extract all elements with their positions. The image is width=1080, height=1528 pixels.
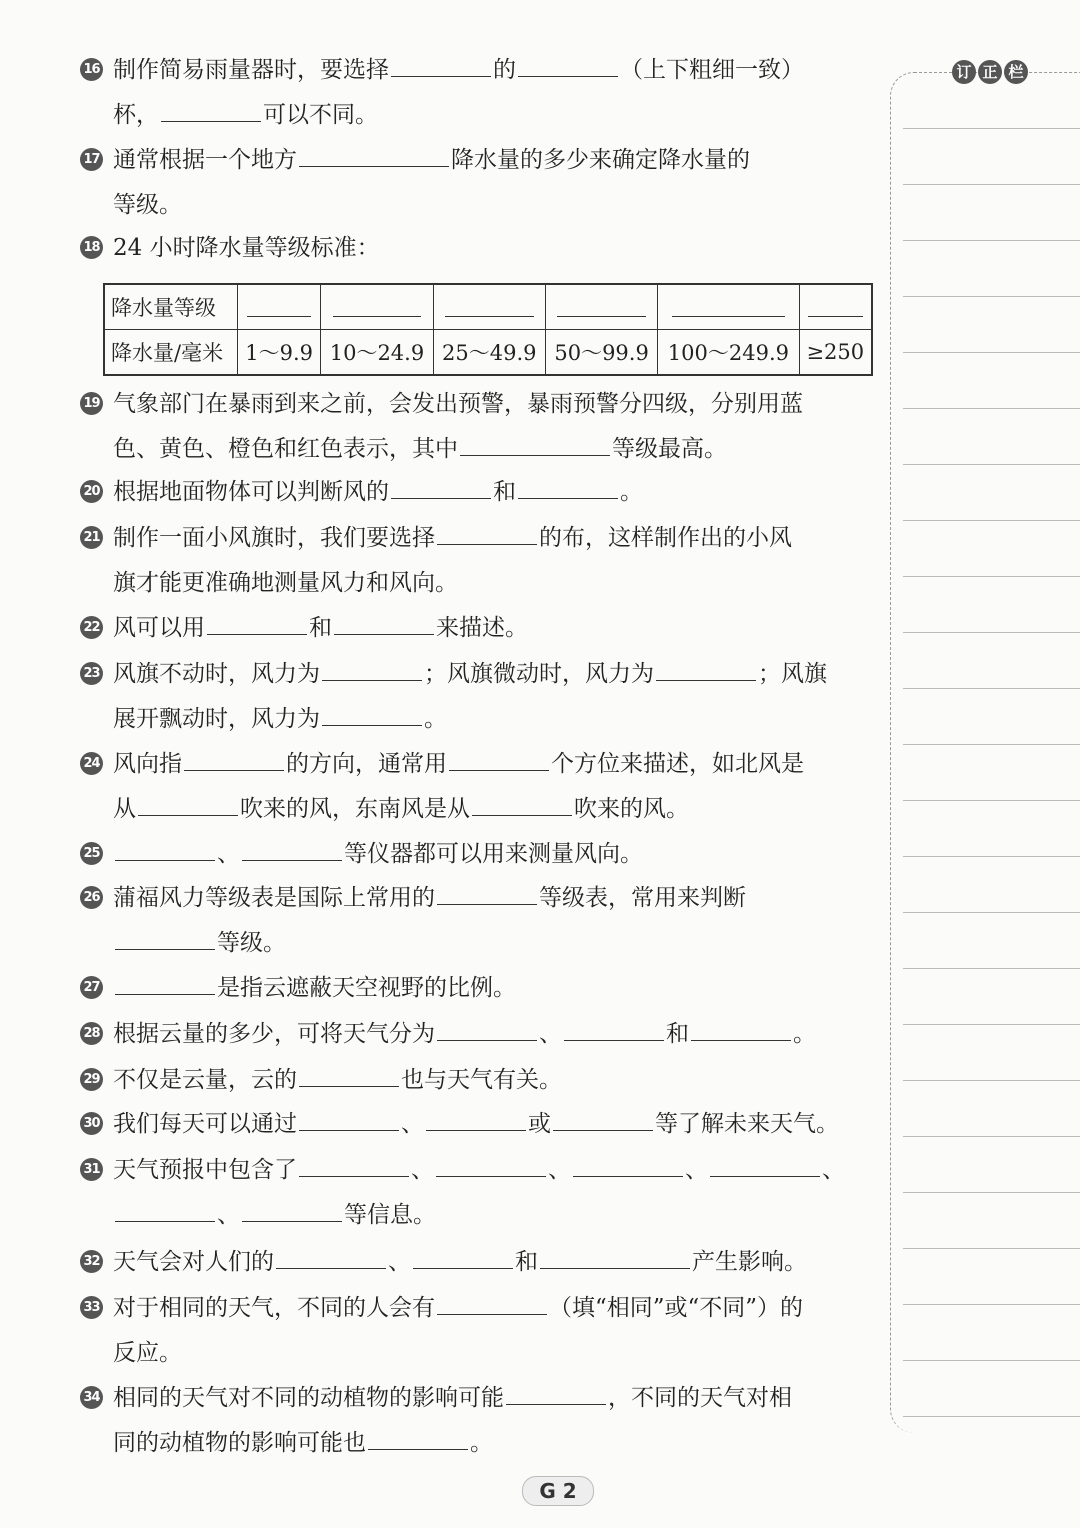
table-blank[interactable]	[445, 292, 534, 317]
answer-blank[interactable]	[115, 923, 215, 950]
question-25: 25 、 等仪器都可以用来测量风向。	[80, 832, 643, 877]
answer-blank[interactable]	[161, 95, 261, 122]
question-31: 31 天气预报中包含了 、 、 、 、 、 等信息。	[80, 1148, 845, 1238]
correction-line	[903, 856, 1080, 857]
answer-blank[interactable]	[426, 1104, 526, 1131]
correction-line	[903, 1416, 1080, 1417]
table-blank[interactable]	[808, 292, 863, 317]
answer-blank[interactable]	[138, 789, 238, 816]
answer-blank[interactable]	[115, 1195, 215, 1222]
table-header: 降水量/毫米	[104, 330, 238, 376]
correction-line	[903, 744, 1080, 745]
correction-line	[903, 800, 1080, 801]
answer-blank[interactable]	[437, 1014, 537, 1041]
answer-blank[interactable]	[184, 744, 284, 771]
table-cell: 10～24.9	[321, 330, 433, 376]
correction-column-title: 订 正 栏	[952, 60, 1030, 84]
question-23: 23 风旗不动时，风力为 ；风旗微动时，风力为 ；风旗 展开飘动时，风力为 。	[80, 652, 827, 742]
table-blank[interactable]	[557, 292, 646, 317]
correction-line	[903, 912, 1080, 913]
answer-blank[interactable]	[413, 1242, 513, 1269]
question-17: 17 通常根据一个地方 降水量的多少来确定降水量的 等级。	[80, 138, 750, 228]
question-18: 18 24 小时降水量等级标准：	[80, 226, 380, 271]
answer-blank[interactable]	[472, 789, 572, 816]
answer-blank[interactable]	[564, 1014, 664, 1041]
answer-blank[interactable]	[437, 1288, 547, 1315]
answer-blank[interactable]	[506, 1378, 606, 1405]
question-24: 24 风向指 的方向，通常用 个方位来描述，如北风是 从 吹来的风，东南风是从 吹来的风。	[80, 742, 804, 832]
answer-blank[interactable]	[299, 140, 449, 167]
correction-line	[903, 1304, 1080, 1305]
correction-line	[903, 632, 1080, 633]
answer-blank[interactable]	[299, 1060, 399, 1087]
correction-line	[903, 128, 1080, 129]
answer-blank[interactable]	[437, 518, 537, 545]
table-cell: 25～49.9	[433, 330, 545, 376]
correction-line	[903, 1360, 1080, 1361]
answer-blank[interactable]	[334, 608, 434, 635]
answer-blank[interactable]	[656, 654, 756, 681]
answer-blank[interactable]	[518, 50, 618, 77]
rainfall-level-table	[103, 283, 873, 376]
answer-blank[interactable]	[436, 1150, 546, 1177]
answer-blank[interactable]	[460, 429, 610, 456]
question-29: 29 不仅是云量，云的 也与天气有关。	[80, 1058, 562, 1103]
correction-line	[903, 296, 1080, 297]
question-33: 33 对于相同的天气，不同的人会有 （填“相同”或“不同”）的 反应。	[80, 1286, 803, 1376]
answer-blank[interactable]	[115, 834, 215, 861]
correction-line	[903, 352, 1080, 353]
answer-blank[interactable]	[242, 1195, 342, 1222]
question-32: 32 天气会对人们的 、 和 产生影响。	[80, 1240, 807, 1285]
correction-column	[890, 72, 1080, 1433]
question-19: 19 气象部门在暴雨到来之前，会发出预警，暴雨预警分四级，分别用蓝 色、黄色、橙色和红色表示，其中 等级最高。	[80, 382, 803, 472]
correction-line	[903, 1136, 1080, 1137]
question-28: 28 根据云量的多少，可将天气分为 、 和 。	[80, 1012, 816, 1057]
question-30: 30 我们每天可以通过 、 或 等了解未来天气。	[80, 1102, 839, 1147]
table-cell: 100～249.9	[658, 330, 799, 376]
answer-blank[interactable]	[540, 1242, 690, 1269]
correction-line	[903, 408, 1080, 409]
answer-blank[interactable]	[207, 608, 307, 635]
table-cell: 1～9.9	[238, 330, 321, 376]
answer-blank[interactable]	[391, 50, 491, 77]
question-27: 27 是指云遮蔽天空视野的比例。	[80, 966, 516, 1011]
correction-line	[903, 184, 1080, 185]
answer-blank[interactable]	[276, 1242, 386, 1269]
correction-line	[903, 1080, 1080, 1081]
page-number: G 2	[522, 1476, 594, 1506]
correction-line	[903, 520, 1080, 521]
answer-blank[interactable]	[449, 744, 549, 771]
answer-blank[interactable]	[322, 654, 422, 681]
correction-line	[903, 464, 1080, 465]
answer-blank[interactable]	[573, 1150, 683, 1177]
correction-line	[903, 240, 1080, 241]
correction-line	[903, 688, 1080, 689]
table-blank[interactable]	[333, 292, 422, 317]
question-22: 22 风可以用 和 来描述。	[80, 606, 528, 651]
answer-blank[interactable]	[691, 1014, 791, 1041]
table-blank[interactable]	[247, 292, 311, 317]
answer-blank[interactable]	[115, 968, 215, 995]
table-cell: 50～99.9	[545, 330, 657, 376]
answer-blank[interactable]	[437, 878, 537, 905]
table-cell: ≥250	[799, 330, 872, 376]
answer-blank[interactable]	[391, 472, 491, 499]
question-26: 26 蒲福风力等级表是国际上常用的 等级表，常用来判断 等级。	[80, 876, 746, 966]
answer-blank[interactable]	[299, 1104, 399, 1131]
question-34: 34 相同的天气对不同的动植物的影响可能 ，不同的天气对相 同的动植物的影响可能也 。	[80, 1376, 792, 1466]
question-16: 16 制作简易雨量器时，要选择 的 （上下粗细一致） 杯， 可以不同。	[80, 48, 804, 138]
correction-line	[903, 1248, 1080, 1249]
question-21: 21 制作一面小风旗时，我们要选择 的布，这样制作出的小风 旗才能更准确地测量风力和风向。	[80, 516, 792, 606]
answer-blank[interactable]	[242, 834, 342, 861]
correction-line	[903, 576, 1080, 577]
answer-blank[interactable]	[518, 472, 618, 499]
correction-line	[903, 1192, 1080, 1193]
table-blank[interactable]	[672, 292, 786, 317]
correction-line	[903, 968, 1080, 969]
question-20: 20 根据地面物体可以判断风的 和 。	[80, 470, 643, 515]
answer-blank[interactable]	[299, 1150, 409, 1177]
answer-blank[interactable]	[368, 1423, 468, 1450]
answer-blank[interactable]	[710, 1150, 820, 1177]
answer-blank[interactable]	[553, 1104, 653, 1131]
correction-line	[903, 1024, 1080, 1025]
answer-blank[interactable]	[322, 699, 422, 726]
table-header: 降水量等级	[104, 284, 238, 330]
